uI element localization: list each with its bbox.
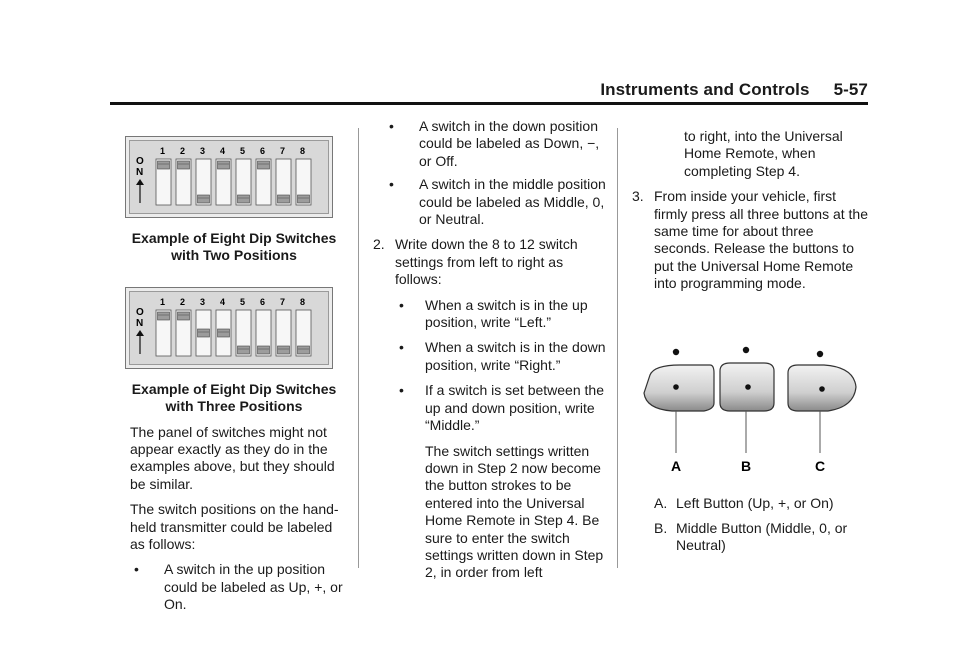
switch-toggle	[178, 161, 190, 169]
left-button-icon	[644, 365, 714, 411]
legend-letter: A.	[654, 494, 668, 511]
list-item	[373, 118, 613, 170]
figure-caption-2	[118, 381, 350, 416]
remote-buttons-illustration	[632, 333, 868, 483]
remote-buttons-figure	[632, 333, 868, 483]
dip-switch-panel-2	[126, 288, 332, 368]
switch-number: 2	[180, 146, 186, 156]
legend-text: Left Button (Up, +, or On)	[676, 494, 834, 511]
figure-legend	[632, 495, 868, 555]
switch-number: 1	[160, 146, 166, 156]
switch-toggle	[198, 195, 210, 203]
list-item-text: A switch in the up position could be labeled as Up, +, or On.	[164, 561, 343, 613]
step-3	[632, 188, 868, 292]
caption-line: with Three Positions	[165, 398, 303, 415]
legend-item-b	[654, 520, 868, 555]
button-dot	[745, 384, 751, 390]
switch-toggle	[258, 161, 270, 169]
figure-label-a: A	[671, 457, 682, 474]
list-item-text: When a switch is in the up position, write “Left.”	[425, 296, 588, 331]
switch-number: 5	[240, 296, 246, 307]
list-item	[373, 382, 613, 434]
step-number: 3.	[632, 188, 644, 205]
dip-switch-figure-two-positions	[125, 136, 333, 218]
on-label-n: N	[136, 317, 144, 329]
switch-toggle	[218, 329, 230, 337]
header-rule	[110, 102, 868, 105]
switch-toggle	[238, 195, 250, 203]
figure-label-c: C	[815, 457, 826, 474]
switch-number: 3	[200, 296, 206, 307]
list-item-text: When a switch is in the down position, write “Right.”	[425, 339, 606, 373]
paragraph: The switch settings written down in Step 2 now become the button strokes to be entered into the Universal Home Remote in Step 4. Be sure to enter the switch settings written down in Step 2, in order from left	[425, 442, 604, 581]
switch-toggle	[278, 346, 290, 354]
switch-number: 5	[240, 146, 246, 156]
figure-label-b: B	[741, 457, 752, 474]
list-item-text: If a switch is set between the up and down position, write “Middle.”	[425, 382, 604, 434]
button-dot	[673, 384, 679, 390]
switch-toggle	[198, 329, 210, 337]
switch-toggle	[158, 161, 170, 169]
on-label-n: N	[136, 167, 144, 178]
switch-toggle	[278, 195, 290, 203]
paragraph-continued: to right, into the Universal Home Remote, when completing Step 4.	[684, 128, 843, 179]
list-item	[373, 339, 613, 374]
switch-number: 3	[200, 146, 206, 156]
list-item-text: A switch in the middle position could be labeled as Middle, 0, or Neutral.	[419, 176, 606, 228]
bullet-icon: •	[399, 296, 404, 313]
figure-caption-1	[118, 230, 350, 265]
list-item-text: A switch in the down position could be labeled as Down, −, or Off.	[419, 118, 600, 169]
step-text: From inside your vehicle, first firmly press all three buttons at the same time for about three seconds. Release the buttons to put the Universal Home Remote into programming mode.	[654, 188, 868, 292]
switch-toggle	[178, 312, 190, 320]
column-2	[373, 118, 613, 582]
switch-toggle	[218, 161, 230, 169]
page-number: 5-57	[833, 80, 868, 99]
switch-toggle	[298, 346, 310, 354]
bullet-icon: •	[134, 561, 139, 578]
switch-number: 8	[300, 146, 306, 156]
paragraph: The switch positions on the hand-held transmitter could be labeled as follows:	[130, 501, 339, 553]
switch-toggle	[238, 346, 250, 354]
on-label-o: O	[136, 306, 144, 318]
column-divider-1	[358, 128, 359, 568]
list-item	[118, 561, 350, 613]
button-dot	[819, 386, 825, 392]
switch-number: 7	[280, 296, 286, 307]
bullet-icon: •	[389, 176, 394, 193]
list-item	[373, 176, 613, 228]
dip-switch-figure-three-positions	[125, 287, 333, 369]
switch-number: 8	[300, 296, 306, 307]
column-1	[118, 118, 350, 614]
switch-number: 2	[180, 296, 186, 307]
switch-toggle	[158, 312, 170, 320]
section-title: Instruments and Controls	[600, 80, 810, 99]
switch-number: 7	[280, 146, 286, 156]
switch-number: 4	[220, 146, 226, 156]
switch-number: 6	[260, 296, 266, 307]
legend-item-a	[654, 495, 868, 512]
switch-number: 1	[160, 296, 166, 307]
switch-toggle	[258, 346, 270, 354]
bullet-icon: •	[399, 382, 404, 399]
step-text: Write down the 8 to 12 switch settings from left to right as follows:	[395, 236, 578, 288]
indicator-dot	[673, 348, 679, 354]
caption-line: Example of Eight Dip Switches	[131, 380, 337, 397]
dip-switch-panel-1	[126, 137, 332, 217]
switch-number: 4	[220, 296, 226, 307]
list-item	[373, 297, 613, 332]
step-number: 2.	[373, 236, 385, 253]
caption-line: Example of Eight Dip Switches	[131, 230, 337, 246]
switch-toggle	[298, 195, 310, 203]
switch-number: 6	[260, 146, 266, 156]
column-divider-2	[617, 128, 618, 568]
legend-text: Middle Button (Middle, 0, or Neutral)	[676, 520, 848, 554]
legend-letter: B.	[654, 520, 668, 537]
indicator-dot	[743, 346, 749, 352]
caption-line: with Two Positions	[171, 247, 297, 264]
bullet-icon: •	[389, 118, 394, 134]
step-2	[373, 236, 613, 288]
bullet-icon: •	[399, 339, 404, 356]
indicator-dot	[817, 350, 823, 356]
column-3	[632, 118, 868, 555]
on-label-o: O	[136, 156, 144, 167]
paragraph: The panel of switches might not appear exactly as they do in the examples above, but they should be similar.	[130, 423, 335, 492]
